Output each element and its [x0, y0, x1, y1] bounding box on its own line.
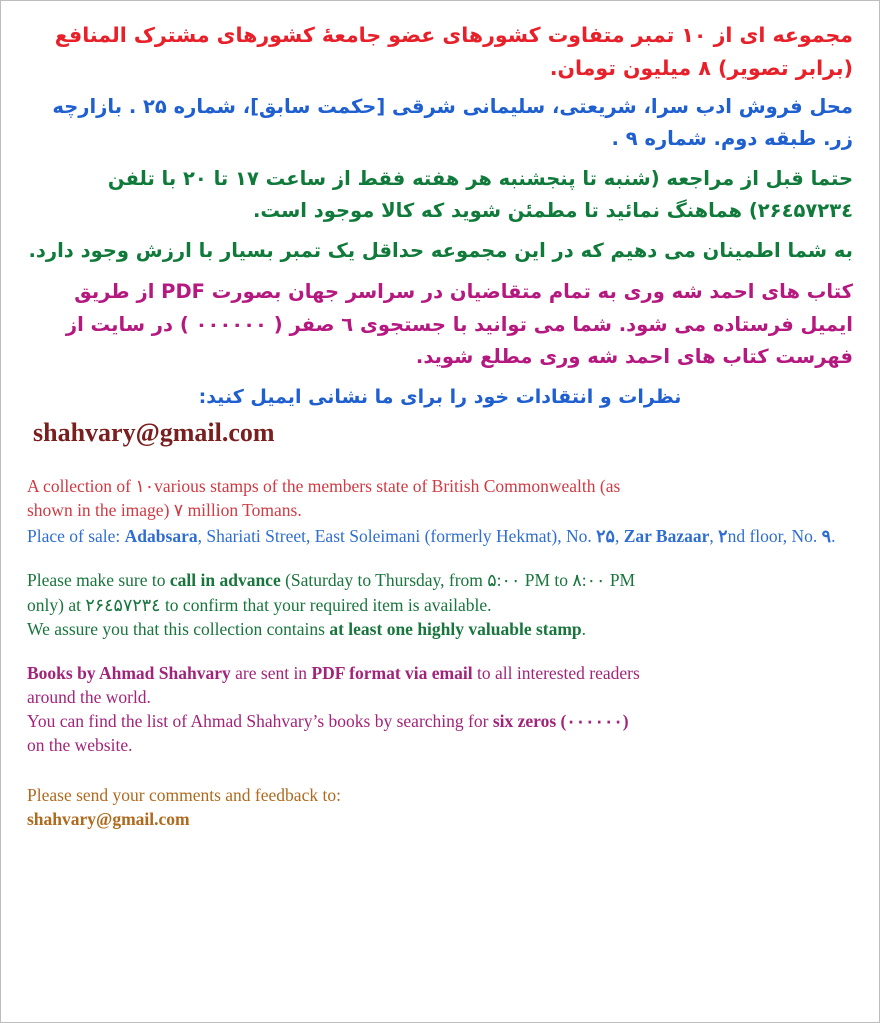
- english-section: [27, 474, 853, 832]
- place-floor-pre: ,: [709, 526, 719, 547]
- persian-call-in-advance: حتما قبل از مراجعه (شنبه تا پنجشنبه هر هفته فقط از ساعت ۱۷ تا ۲۰ با تلفن ۲۶٤۵۷۲۳٤) هماهنگ نمائید تا مطمئن شوید که کالا موجود است.: [107, 166, 853, 222]
- assure-post: .: [581, 618, 587, 639]
- english-collection-line-1: A collection of ۱۰various stamps of the members state of British Commonwealth (as: [27, 475, 621, 496]
- place-end: .: [831, 526, 836, 547]
- books-mid-2: to all interested readers: [472, 662, 640, 683]
- books-mid-1: are sent in: [230, 662, 312, 683]
- english-call-in-advance-line-2: [27, 593, 853, 617]
- collection-line2-post: million Tomans.: [183, 500, 302, 521]
- call-tail: PM: [605, 570, 636, 591]
- call-to-sep: PM to: [520, 570, 573, 591]
- search-zeros: (۰۰۰۰۰۰): [556, 711, 629, 732]
- call-hours-to: ۸:۰۰: [572, 570, 606, 591]
- place-comma: ,: [614, 526, 624, 547]
- place-floor-post: nd floor, No.: [727, 526, 822, 547]
- english-assurance: [27, 617, 853, 641]
- place-floor-number: ۲: [718, 526, 728, 547]
- english-books-line-1: [27, 661, 853, 685]
- collection-price-number: ۷: [173, 500, 184, 521]
- place-mid: , Shariati Street, East Soleimani (formerly Hekmat), No.: [197, 526, 597, 547]
- english-feedback-prompt: Please send your comments and feedback to:: [27, 785, 341, 806]
- persian-books-pdf: کتاب های احمد شه وری به تمام متقاضیان در سراسر جهان بصورت PDF از طریق ایمیل فرستاده می شود. شما می توانید با جستجوی ٦ صفر ( ۰۰۰۰۰۰ ) در سایت از فهرست کتاب های احمد شه وری مطلع شوید.: [65, 280, 853, 369]
- place-street-number: ۲۵: [596, 526, 615, 547]
- call-pre: Please make sure to: [27, 570, 170, 591]
- place-shop-name: Adabsara: [124, 526, 198, 547]
- search-term-emphasis: six zeros: [492, 711, 557, 732]
- place-unit-number: ۹: [821, 526, 832, 547]
- english-call-in-advance-line-1: [27, 568, 853, 592]
- call-line2-post: to confirm that your required item is available.: [160, 594, 492, 615]
- spacer-2: [27, 641, 853, 661]
- english-place-of-sale: [27, 524, 853, 548]
- search-pre: You can find the list of Ahmad Shahvary’s books by searching for: [27, 711, 493, 732]
- spacer-3: [27, 757, 853, 783]
- persian-headline: مجموعه ای از ۱۰ تمبر متفاوت کشورهای عضو جامعهٔ کشورهای مشترک المنافع (برابر تصویر) ۸ میلیون تومان.: [54, 23, 853, 81]
- call-mid: (Saturday to Thursday, from: [280, 570, 488, 591]
- english-email-address[interactable]: shahvary@gmail.com: [27, 809, 190, 830]
- place-label: Place of sale:: [27, 526, 125, 547]
- phone-number: ۲۶٤۵۷۲۳٤: [85, 594, 161, 615]
- spacer-1: [27, 548, 853, 568]
- call-line2-pre: only) at: [27, 594, 86, 615]
- assure-emphasis: at least one highly valuable stamp: [329, 618, 582, 639]
- persian-feedback-prompt: نظرات و انتقادات خود را برای ما نشانی ایمیل کنید:: [198, 385, 682, 408]
- persian-place-of-sale: محل فروش ادب سرا، شریعتی، سلیمانی شرقی [حکمت سابق]، شماره ۲۵ . بازارچه زر. طبقه دوم. شماره ۹ .: [52, 95, 853, 150]
- place-bazaar-name: Zar Bazaar: [623, 526, 710, 547]
- section-divider-space: [27, 448, 853, 474]
- document-page: [1, 1, 879, 842]
- persian-section: [27, 19, 853, 448]
- english-search-line-2: on the website.: [27, 735, 133, 756]
- persian-assurance: به شما اطمینان می دهیم که در این مجموعه حداقل یک تمبر بسیار با ارزش وجود دارد.: [28, 238, 853, 262]
- books-author-emphasis: Books by Ahmad Shahvary: [27, 662, 231, 683]
- collection-line2-pre: shown in the image): [27, 500, 174, 521]
- english-search-line-1: [27, 709, 853, 733]
- books-format-emphasis: PDF format via email: [311, 662, 473, 683]
- call-in-advance-emphasis: call in advance: [169, 570, 281, 591]
- english-books-line-2: around the world.: [27, 686, 151, 707]
- english-collection-line-2: [27, 498, 853, 522]
- persian-email-address[interactable]: shahvary@gmail.com: [33, 417, 275, 447]
- assure-pre: We assure you that this collection contains: [27, 618, 330, 639]
- call-hours-from: ۵:۰۰: [487, 570, 521, 591]
